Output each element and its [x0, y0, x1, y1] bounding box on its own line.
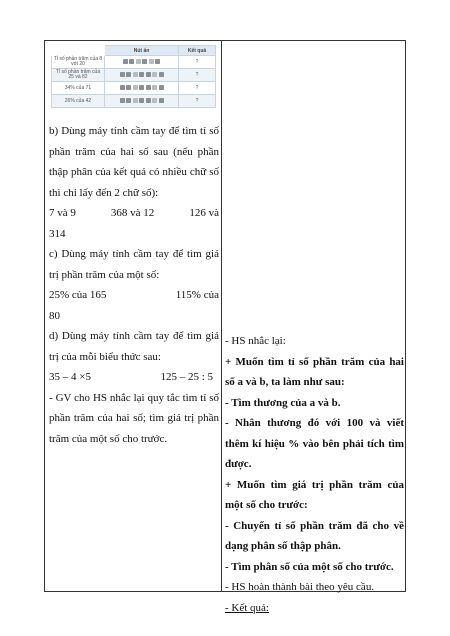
- part-d-intro: d) Dùng máy tính cầm tay để tìm giá trị của mỗi biểu thức sau:: [49, 330, 219, 363]
- key-sequence: [105, 69, 179, 82]
- line: - Tìm thương của a và b.: [225, 396, 341, 409]
- line: - Chuyển tỉ số phần trăm đã cho về dạng phân số thập phân.: [225, 519, 404, 552]
- table-row: [52, 56, 216, 69]
- part-d-items: [49, 367, 219, 388]
- item: 25% của 165: [49, 289, 107, 301]
- line: - HS hoàn thành bài theo yêu cầu.: [225, 581, 375, 593]
- line: - HS nhắc lại:: [225, 335, 286, 347]
- table-row: [52, 82, 216, 95]
- part-b-items: [49, 203, 219, 224]
- line: - Nhân thương đó với 100 và viết thêm kí hiệu % vào bên phải tích tìm được.: [225, 417, 404, 470]
- item: 368 và 12: [110, 207, 155, 219]
- gv-note: - GV cho HS nhắc lại quy tắc tìm tỉ số phần trăm của hai số; tìm giá trị phần trăm của một số cho trước.: [49, 391, 219, 445]
- header-result: Kết quả: [179, 46, 216, 56]
- line: + Muốn tìm giá trị phần trăm của một số cho trước:: [225, 478, 404, 511]
- part-b-tail: 314: [49, 227, 66, 240]
- item: 115% của: [175, 289, 219, 301]
- row-result: ?: [179, 82, 216, 95]
- header-keys: Nút ấn: [105, 46, 179, 56]
- student-column: [222, 41, 405, 614]
- line: - Tìm phân số của một số cho trước.: [225, 560, 394, 573]
- key-sequence: [105, 82, 179, 95]
- table-row: [52, 95, 216, 108]
- part-c-tail: 80: [49, 309, 60, 322]
- corner-cell: [52, 46, 105, 56]
- lesson-table: [44, 40, 406, 614]
- row-result: ?: [179, 56, 216, 69]
- part-c-intro: c) Dùng máy tính cầm tay để tìm giá trị phần trăm của một số:: [49, 248, 219, 281]
- row-result: ?: [179, 95, 216, 108]
- key-sequence: [105, 56, 179, 69]
- row-label: 34% của 71: [52, 82, 105, 95]
- item: 7 và 9: [49, 207, 76, 219]
- item: 125 – 25 : 5: [160, 371, 213, 383]
- calculator-key-table: [51, 45, 216, 108]
- part-c-items: [49, 285, 219, 306]
- row-label: Tỉ số phần trăm của 25 và 82: [52, 69, 105, 82]
- teacher-instructions: [49, 121, 219, 449]
- part-b-intro: b) Dùng máy tính cầm tay để tìm tỉ số phần trăm của hai số sau (nếu phần thập phân của kết quả có nhiều chữ số thì chỉ lấy đến 2 chữ số):: [49, 125, 219, 199]
- row-label: 26% của 42: [52, 95, 105, 108]
- result-label: - Kết quả:: [225, 601, 269, 614]
- teacher-column: [45, 41, 222, 591]
- row-label: Tỉ số phần trăm của 8 với 20: [52, 56, 105, 69]
- student-responses: [225, 331, 404, 618]
- row-result: ?: [179, 69, 216, 82]
- line: + Muốn tìm tỉ số phần trăm của hai số a và b, ta làm như sau:: [225, 355, 404, 388]
- table-row: [52, 69, 216, 82]
- item: 126 và: [189, 207, 219, 219]
- item: 35 – 4 ×5: [49, 371, 91, 383]
- key-sequence: [105, 95, 179, 108]
